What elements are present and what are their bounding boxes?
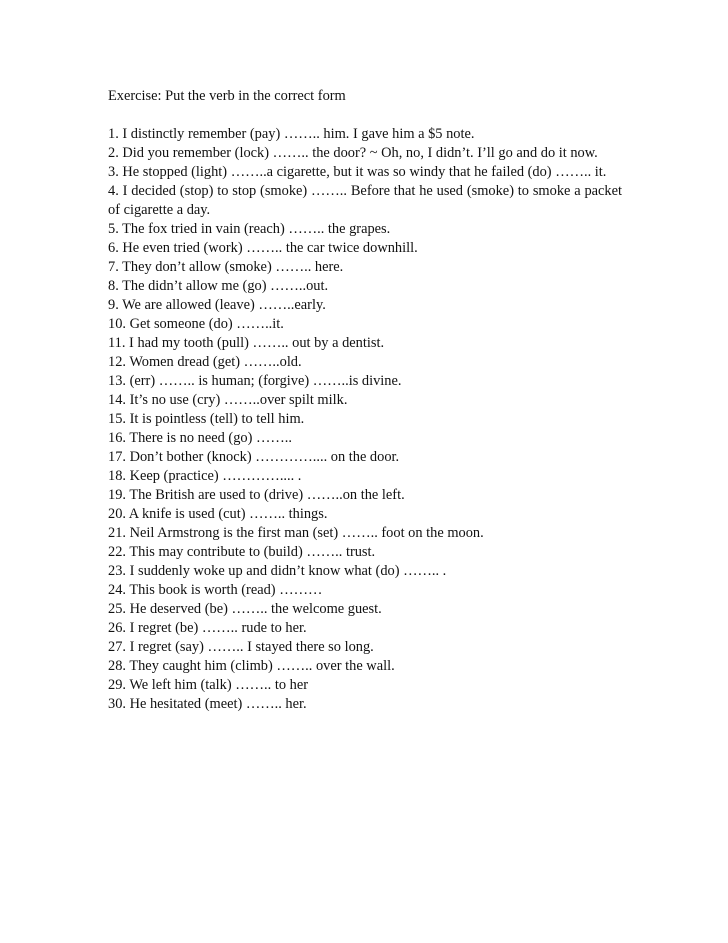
exercise-item: 1. I distinctly remember (pay) …….. him. I gave him a $5 note. (108, 126, 475, 142)
exercise-list (108, 125, 622, 714)
exercise-item: 2. Did you remember (lock) …….. the door? ~ Oh, no, I didn’t. I’ll go and do it now. (108, 145, 598, 161)
exercise-item: 9. We are allowed (leave) ……..early. (108, 297, 326, 313)
exercise-item: 27. I regret (say) …….. I stayed there so long. (108, 639, 374, 655)
document-page (108, 87, 622, 714)
exercise-item: 6. He even tried (work) …….. the car twice downhill. (108, 240, 418, 256)
exercise-item: 16. There is no need (go) …….. (108, 430, 292, 446)
exercise-item: 25. He deserved (be) …….. the welcome guest. (108, 601, 382, 617)
exercise-item: 24. This book is worth (read) ……… (108, 582, 323, 598)
exercise-item: 28. They caught him (climb) …….. over the wall. (108, 658, 395, 674)
exercise-item: 14. It’s no use (cry) ……..over spilt milk. (108, 392, 348, 408)
exercise-item: 18. Keep (practice) ………….... . (108, 468, 302, 484)
exercise-item: 29. We left him (talk) …….. to her (108, 677, 308, 693)
exercise-item: 23. I suddenly woke up and didn’t know what (do) …….. . (108, 563, 447, 579)
exercise-item: 13. (err) …….. is human; (forgive) ……..is divine. (108, 373, 402, 389)
exercise-item: 3. He stopped (light) ……..a cigarette, but it was so windy that he failed (do) …….. it. (108, 164, 607, 180)
exercise-item: 11. I had my tooth (pull) …….. out by a dentist. (108, 335, 385, 351)
exercise-item: 8. The didn’t allow me (go) ……..out. (108, 278, 329, 294)
exercise-item: 15. It is pointless (tell) to tell him. (108, 411, 305, 427)
exercise-item: 30. He hesitated (meet) …….. her. (108, 696, 307, 712)
exercise-title: Exercise: Put the verb in the correct form (108, 88, 346, 104)
exercise-item: 12. Women dread (get) ……..old. (108, 354, 302, 370)
exercise-item: 10. Get someone (do) ……..it. (108, 316, 284, 332)
exercise-item: 17. Don’t bother (knock) ………….... on the door. (108, 449, 400, 465)
exercise-item: 21. Neil Armstrong is the first man (set) …….. foot on the moon. (108, 525, 484, 541)
exercise-item: 22. This may contribute to (build) …….. trust. (108, 544, 376, 560)
exercise-item: 26. I regret (be) …….. rude to her. (108, 620, 307, 636)
exercise-item: 7. They don’t allow (smoke) …….. here. (108, 259, 344, 275)
exercise-item: 19. The British are used to (drive) ……..on the left. (108, 487, 405, 503)
exercise-item: 20. A knife is used (cut) …….. things. (108, 506, 328, 522)
exercise-item: 5. The fox tried in vain (reach) …….. the grapes. (108, 221, 391, 237)
exercise-item: 4. I decided (stop) to stop (smoke) …….. Before that he used (smoke) to smoke a packet of cigarette a day. (108, 183, 622, 218)
